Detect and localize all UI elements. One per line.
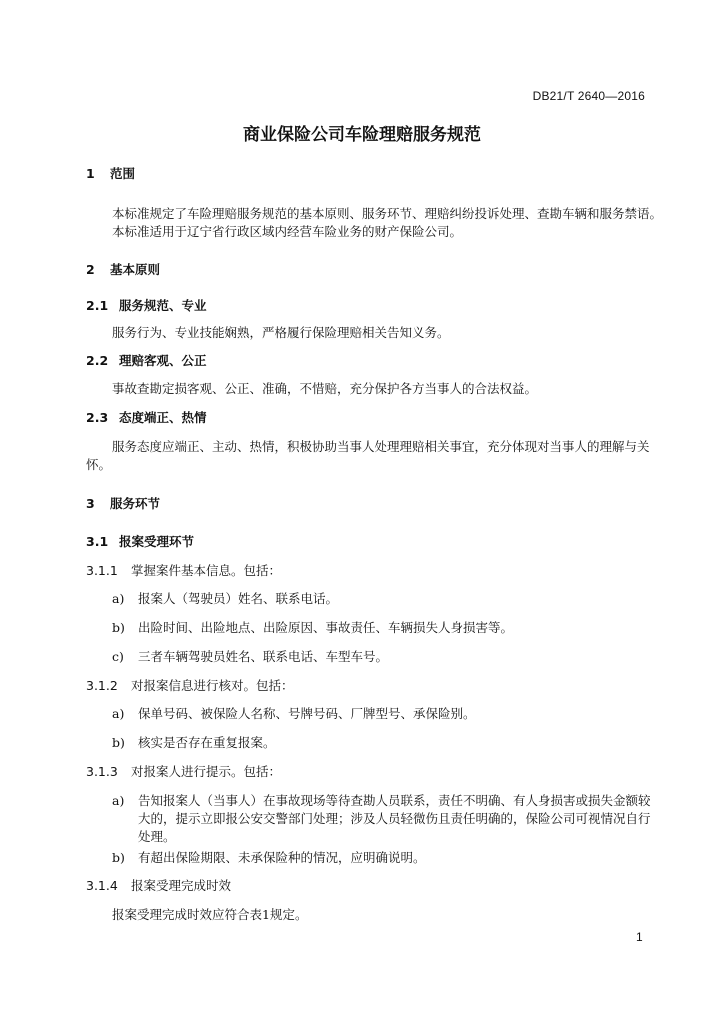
list-label: a) xyxy=(112,706,125,721)
section-number: 2.1 xyxy=(86,298,109,313)
list-label: a) xyxy=(112,793,125,808)
clause-number: 3.1.4 xyxy=(86,878,118,893)
section-number: 3 xyxy=(86,496,95,511)
section-number: 2.2 xyxy=(86,353,109,368)
list-text: 报案人（驾驶员）姓名、联系电话。 xyxy=(138,591,339,606)
section-number: 1 xyxy=(86,166,95,181)
list-label: b) xyxy=(112,735,125,750)
section-title: 基本原则 xyxy=(110,262,161,277)
page-number: 1 xyxy=(636,930,643,944)
section-2-3-heading xyxy=(86,410,207,426)
list-text: 处理。 xyxy=(138,829,176,844)
list-text: 大的，提示立即报公安交警部门处理；涉及人员轻微伤且责任明确的，保险公司可视情况自行 xyxy=(138,811,651,826)
clause-number: 3.1.3 xyxy=(86,764,118,779)
paragraph: 本标准适用于辽宁省行政区域内经营车险业务的财产保险公司。 xyxy=(112,224,463,239)
paragraph: 服务态度应端正、主动、热情，积极协助当事人处理理赔相关事宜，充分体现对当事人的理解与关 xyxy=(112,439,650,454)
list-label: a) xyxy=(112,591,125,606)
paragraph: 本标准规定了车险理赔服务规范的基本原则、服务环节、理赔纠纷投诉处理、查勘车辆和服务禁语。 xyxy=(112,206,663,221)
section-2-2-heading xyxy=(86,353,207,369)
section-title: 报案受理环节 xyxy=(119,534,195,549)
clause-number: 3.1.1 xyxy=(86,563,118,578)
section-title: 态度端正、热情 xyxy=(119,410,207,425)
section-3-heading xyxy=(86,496,160,512)
paragraph: 事故查勘定损客观、公正、准确，不惜赔，充分保护各方当事人的合法权益。 xyxy=(112,381,538,396)
section-title: 服务规范、专业 xyxy=(119,298,207,313)
section-number: 3.1 xyxy=(86,534,109,549)
document-title: 商业保险公司车险理赔服务规范 xyxy=(243,125,481,145)
section-title: 服务环节 xyxy=(110,496,161,511)
list-label: c) xyxy=(112,649,124,664)
section-number: 2.3 xyxy=(86,410,109,425)
clause-text: 掌握案件基本信息。包括： xyxy=(131,563,282,578)
section-2-heading xyxy=(86,262,160,278)
list-text: 核实是否存在重复报案。 xyxy=(138,735,276,750)
clause-text: 对报案信息进行核对。包括： xyxy=(131,678,294,693)
section-title: 范围 xyxy=(110,166,136,181)
clause-3-1-2 xyxy=(86,678,294,694)
list-label: b) xyxy=(112,620,125,635)
clause-text: 报案受理完成时效 xyxy=(131,878,232,893)
list-text: 有超出保险期限、未承保险种的情况，应明确说明。 xyxy=(138,850,426,865)
paragraph: 服务行为、专业技能娴熟，严格履行保险理赔相关告知义务。 xyxy=(112,325,450,340)
paragraph-continuation: 怀。 xyxy=(86,457,112,472)
section-1-heading xyxy=(86,166,135,182)
clause-3-1-4 xyxy=(86,878,231,894)
clause-number: 3.1.2 xyxy=(86,678,118,693)
clause-3-1-3 xyxy=(86,764,281,780)
list-text: 三者车辆驾驶员姓名、联系电话、车型车号。 xyxy=(138,649,389,664)
section-number: 2 xyxy=(86,262,95,277)
paragraph: 报案受理完成时效应符合表1规定。 xyxy=(112,907,308,922)
list-text: 保单号码、被保险人名称、号牌号码、厂牌型号、承保险别。 xyxy=(138,706,476,721)
clause-3-1-1 xyxy=(86,563,281,579)
clause-text: 对报案人进行提示。包括： xyxy=(131,764,282,779)
list-label: b) xyxy=(112,850,125,865)
section-title: 理赔客观、公正 xyxy=(119,353,207,368)
section-3-1-heading xyxy=(86,534,194,550)
list-text: 出险时间、出险地点、出险原因、事故责任、车辆损失人身损害等。 xyxy=(138,620,514,635)
section-2-1-heading xyxy=(86,298,207,314)
list-text: 告知报案人（当事人）在事故现场等待查勘人员联系，责任不明确、有人身损害或损失金额较 xyxy=(138,793,651,808)
standard-number: DB21/T 2640—2016 xyxy=(532,89,645,103)
